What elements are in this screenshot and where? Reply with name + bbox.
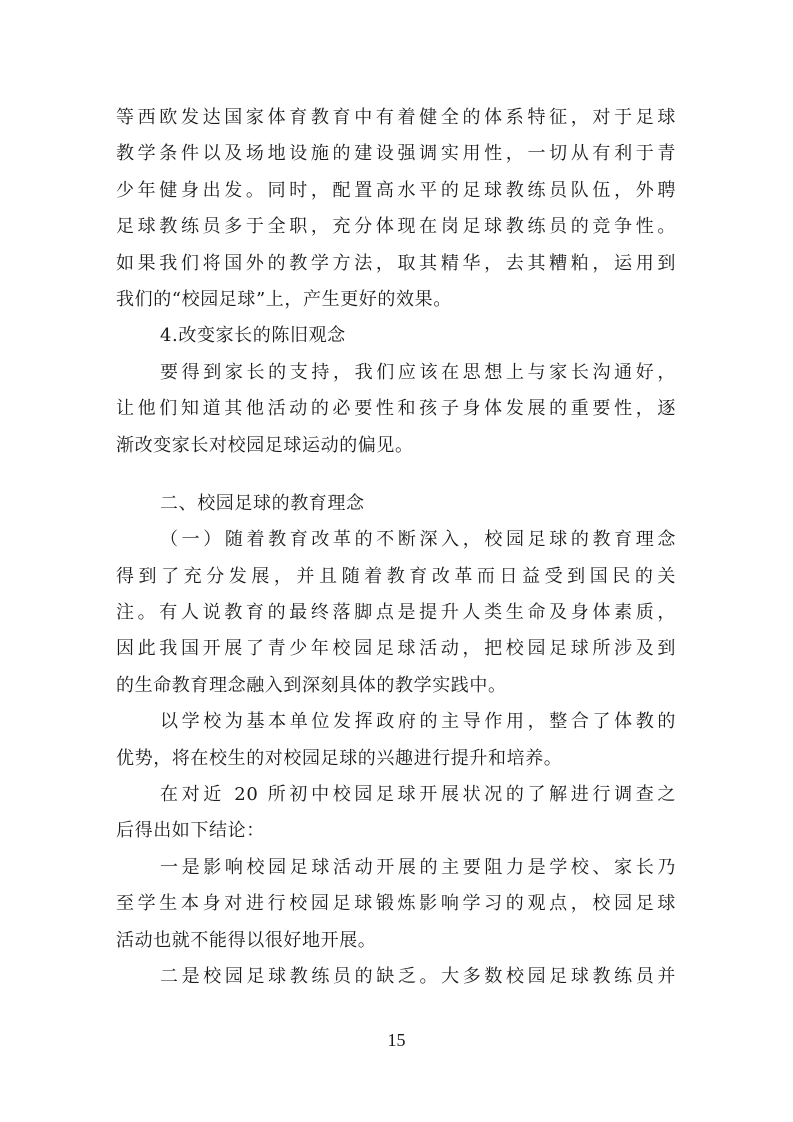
paragraph-line: 在对近 20 所初中校园足球开展状况的了解进行调查之 [160,784,676,806]
paragraph-line: 优势，将在校生的对校园足球的兴趣进行提升和培养。 [116,747,563,769]
paragraph-line: 注。有人说教育的最终落脚点是提升人类生命及身体素质， [116,602,676,624]
paragraph-line: 以学校为基本单位发挥政府的主导作用，整合了体教的 [160,711,676,733]
paragraph-line: 后得出如下结论： [116,820,265,842]
paragraph-line: 渐改变家长对校园足球运动的偏见。 [116,434,414,456]
paragraph-line: 要得到家长的支持，我们应该在思想上与家长沟通好， [160,361,676,383]
page-number: 15 [387,1030,406,1050]
paragraph-line: 得到了充分发展，并且随着教育改革而日益受到国民的关 [116,565,676,587]
body-text [116,100,676,995]
paragraph-line: 少年健身出发。同时，配置高水平的足球教练员队伍，外聘 [116,179,676,201]
paragraph-line: 我们的“校园足球”上，产生更好的效果。 [116,288,452,310]
paragraph-line: 如果我们将国外的教学方法，取其精华，去其糟粕，运用到 [116,252,676,274]
paragraph-line: 因此我国开展了青少年校园足球活动，把校园足球所涉及到 [116,638,676,660]
paragraph-line: 的生命教育理念融入到深刻具体的教学实践中。 [116,674,507,696]
paragraph-line: 一是影响校园足球活动开展的主要阻力是学校、家长乃 [160,856,676,878]
paragraph-line: 二是校园足球教练员的缺乏。大多数校园足球教练员并 [160,965,676,987]
paragraph-line: （一）随着教育改革的不断深入，校园足球的教育理念 [160,529,676,551]
paragraph-gap [116,464,676,486]
paragraph-line: 教学条件以及场地设施的建设强调实用性，一切从有利于青 [116,143,676,165]
paragraph-line: 足球教练员多于全职，充分体现在岗足球教练员的竞争性。 [116,216,676,238]
paragraph-line: 让他们知道其他活动的必要性和孩子身体发展的重要性，逐 [116,398,676,420]
paragraph-line: 等西欧发达国家体育教育中有着健全的体系特征，对于足球 [116,107,676,128]
paragraph-line: 活动也就不能得以很好地开展。 [116,929,377,951]
paragraph-line: 至学生本身对进行校园足球锻炼影响学习的观点，校园足球 [116,893,676,915]
section-heading: 4.改变家长的陈旧观念 [160,325,346,347]
section-heading: 二、校园足球的教育理念 [160,492,365,514]
